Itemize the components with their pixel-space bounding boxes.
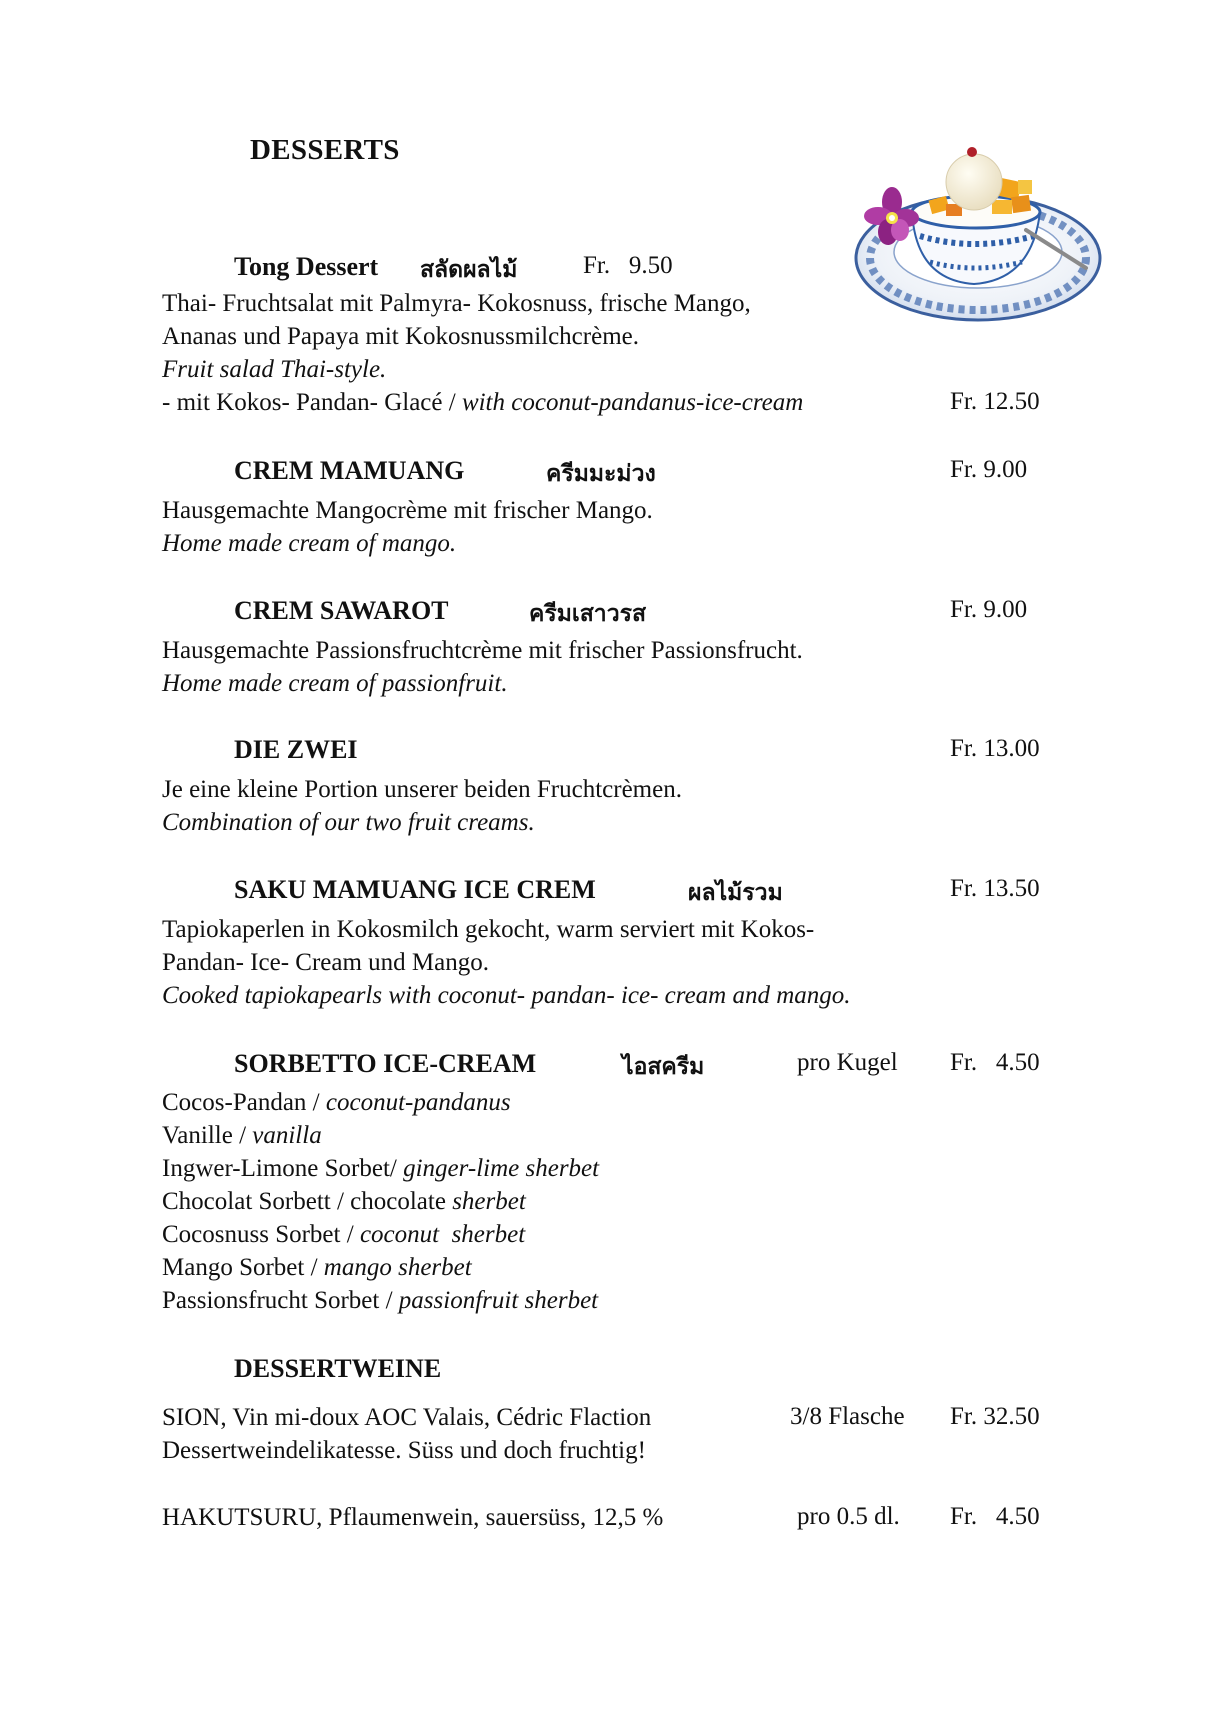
item-thai-tong-dessert: สลัดผลไม้ <box>420 257 518 283</box>
item-name-tong-dessert: Tong Dessert <box>234 252 379 281</box>
wine-note-sion: Dessertweindelikatesse. Süss und doch fruchtig! <box>162 1437 646 1464</box>
sorbet-flavor: Passionsfrucht Sorbet / passionfruit sherbet <box>162 1287 599 1314</box>
dessert-wines-heading: DESSERTWEINE <box>234 1354 442 1383</box>
item-name-sorbetto: SORBETTO ICE-CREAM <box>234 1049 537 1078</box>
item-desc-line: Home made cream of passionfruit. <box>162 670 508 697</box>
item-name-crem-mamuang: CREM MAMUANG <box>234 456 465 485</box>
item-thai-saku-mamuang: ผลไม้รวม <box>688 880 783 906</box>
dessert-bowl-photo <box>850 140 1115 340</box>
item-price-crem-sawarot: Fr. 9.00 <box>950 596 1028 623</box>
item-thai-crem-mamuang: ครีมมะม่วง <box>546 461 656 487</box>
wine-qty-sion: 3/8 Flasche <box>790 1403 905 1430</box>
item-price-crem-mamuang: Fr. 9.00 <box>950 456 1028 483</box>
item-thai-crem-sawarot: ครีมเสาวรส <box>529 601 647 627</box>
item-price-tong-dessert: Fr. 9.50 <box>583 252 673 279</box>
item-price-saku-mamuang: Fr. 13.50 <box>950 875 1040 902</box>
item-desc-line: Combination of our two fruit creams. <box>162 809 535 836</box>
sorbet-flavor: Mango Sorbet / mango sherbet <box>162 1254 472 1281</box>
item-thai-sorbetto: ไอสครีม <box>622 1054 705 1080</box>
item-desc-line: Cooked tapiokapearls with coconut- pandan- ice- cream and mango. <box>162 982 851 1009</box>
sorbet-flavor: Cocosnuss Sorbet / coconut sherbet <box>162 1221 526 1248</box>
wine-entry-sion: SION, Vin mi-doux AOC Valais, Cédric Flaction <box>162 1404 652 1431</box>
item-desc-line: Ananas und Papaya mit Kokosnussmilchcrème. <box>162 323 639 350</box>
sorbet-flavor: Cocos-Pandan / coconut-pandanus <box>162 1089 511 1116</box>
item-desc-line: Hausgemachte Mangocrème mit frischer Mango. <box>162 497 653 524</box>
item-desc-line: Tapiokaperlen in Kokosmilch gekocht, warm serviert mit Kokos- <box>162 916 815 943</box>
wine-price-sion: Fr. 32.50 <box>950 1403 1040 1430</box>
item-name-crem-sawarot: CREM SAWAROT <box>234 596 449 625</box>
item-price-die-zwei: Fr. 13.00 <box>950 735 1040 762</box>
sorbet-flavor: Vanille / vanilla <box>162 1122 322 1149</box>
item-desc-line: Home made cream of mango. <box>162 530 457 557</box>
item-option-line: - mit Kokos- Pandan- Glacé / with coconut-pandanus-ice-cream <box>162 389 804 416</box>
wine-entry-hakutsuru: HAKUTSURU, Pflaumenwein, sauersüss, 12,5 % <box>162 1504 664 1531</box>
sorbet-flavor: Ingwer-Limone Sorbet/ ginger-lime sherbet <box>162 1155 600 1182</box>
item-desc-line: Hausgemachte Passionsfruchtcrème mit frischer Passionsfrucht. <box>162 637 803 664</box>
item-qty-sorbetto: pro Kugel <box>797 1049 898 1076</box>
item-desc-line: Je eine kleine Portion unserer beiden Fruchtcrèmen. <box>162 776 682 803</box>
sorbet-flavor: Chocolat Sorbett / chocolate sherbet <box>162 1188 526 1215</box>
item-option-price: Fr. 12.50 <box>950 388 1040 415</box>
item-desc-line: Thai- Fruchtsalat mit Palmyra- Kokosnuss, frische Mango, <box>162 290 751 317</box>
page-title: DESSERTS <box>250 134 400 166</box>
item-desc-line: Fruit salad Thai-style. <box>162 356 387 383</box>
wine-price-hakutsuru: Fr. 4.50 <box>950 1503 1040 1530</box>
item-desc-line: Pandan- Ice- Cream und Mango. <box>162 949 489 976</box>
item-price-sorbetto: Fr. 4.50 <box>950 1049 1040 1076</box>
item-name-saku-mamuang: SAKU MAMUANG ICE CREM <box>234 875 596 904</box>
item-name-die-zwei: DIE ZWEI <box>234 735 358 764</box>
wine-qty-hakutsuru: pro 0.5 dl. <box>797 1503 900 1530</box>
